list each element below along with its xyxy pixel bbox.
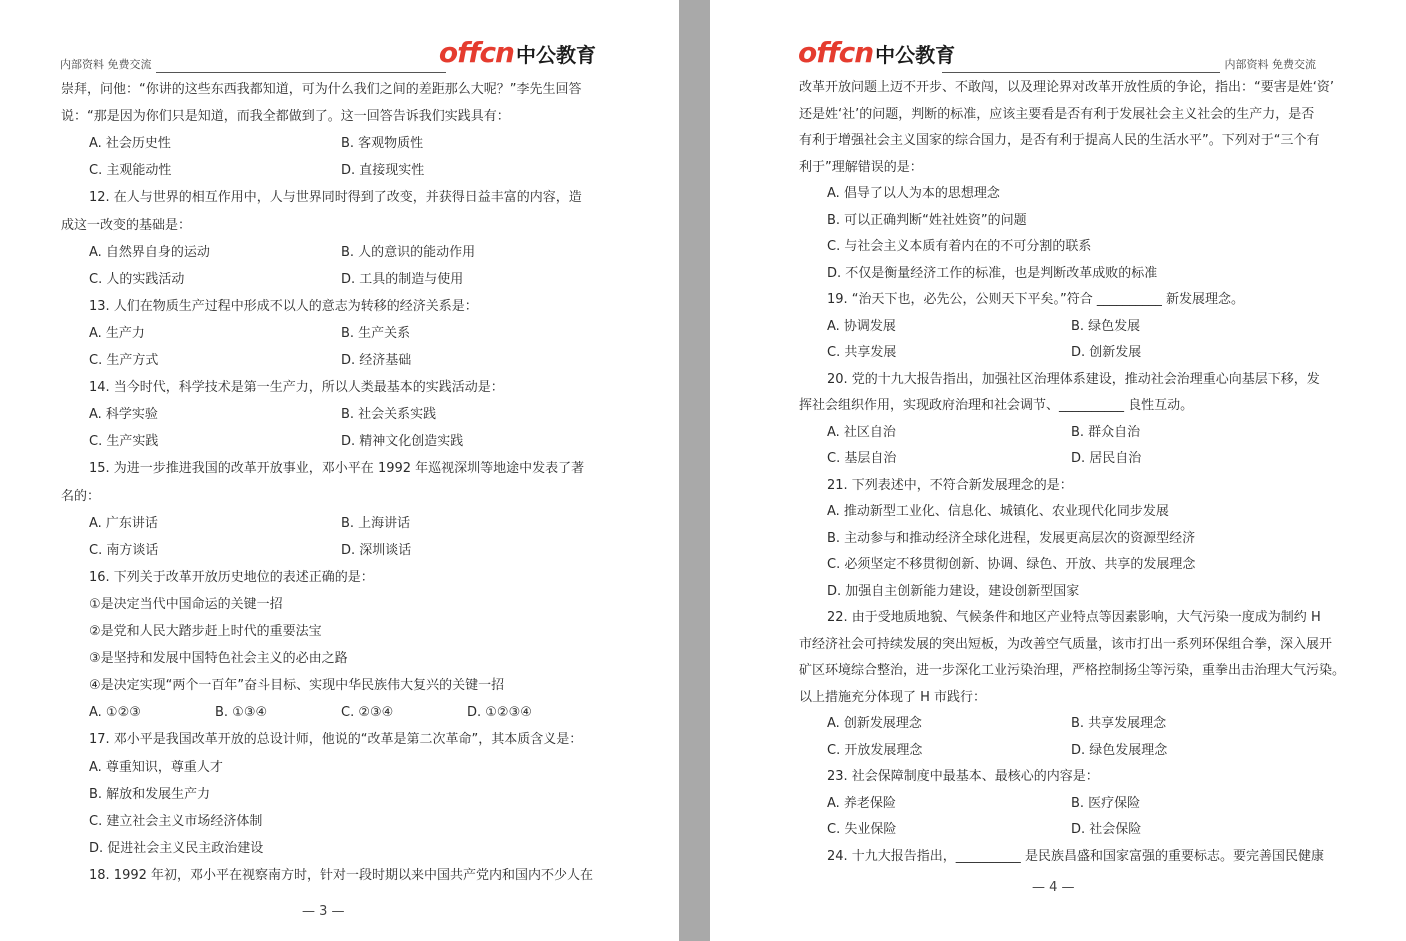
text-line: C. 与社会主义本质有着内在的不可分割的联系 [827, 239, 1092, 254]
text-line: 挥社会组织作用，实现政府治理和社会调节、__________ 良性互动。 [799, 398, 1194, 413]
text-line: A. 推动新型工业化、信息化、城镇化、农业现代化同步发展 [827, 504, 1169, 519]
text-line: 矿区环境综合整治，进一步深化工业污染治理，严格控制扬尘等污染，重拳出击治理大气污染。 [799, 663, 1346, 678]
answer-option: D. 工具的制造与使用 [341, 271, 464, 287]
logo-latin: offcn [438, 36, 514, 69]
option-row [61, 347, 597, 374]
text-line: B. 主动参与和推动经济全球化进程，发展更高层次的资源型经济 [827, 530, 1196, 546]
text-line: 以上措施充分体现了 H 市践行： [799, 689, 987, 705]
option-row [799, 313, 1319, 340]
answer-option: D. ①②③④ [467, 705, 532, 721]
text-line: 20. 党的十九大报告指出，加强社区治理体系建设，推动社会治理重心向基层下移，发 [827, 371, 1320, 387]
text-line: 利于”理解错误的是： [799, 159, 923, 175]
answer-option: A. 广东讲话 [89, 515, 158, 531]
logo-cn: 中公教育 [875, 43, 956, 67]
answer-option: B. 群众自治 [1071, 424, 1141, 440]
option-row [61, 401, 597, 428]
page-header [798, 34, 1316, 76]
option-row [61, 239, 597, 266]
answer-option: A. ①②③ [89, 705, 141, 721]
answer-option: D. 创新发展 [1071, 345, 1142, 360]
text-line: D. 加强自主创新能力建设，建设创新型国家 [827, 583, 1080, 599]
text-line: C. 必须坚定不移贯彻创新、协调、绿色、开放、共享的发展理念 [827, 557, 1196, 572]
answer-option: A. 创新发展理念 [827, 716, 922, 731]
answer-option: B. 社会关系实践 [341, 407, 437, 423]
text-line: D. 促进社会主义民主政治建设 [89, 840, 264, 856]
option-row [61, 699, 597, 726]
answer-option: A. 协调发展 [827, 318, 896, 334]
text-line: 成这一改变的基础是： [61, 217, 192, 233]
option-row [799, 445, 1319, 472]
answer-option: C. 生产方式 [89, 353, 159, 368]
answer-option: B. 共享发展理念 [1071, 716, 1167, 731]
answer-option: D. 居民自治 [1071, 451, 1142, 466]
answer-option: D. 经济基础 [341, 353, 412, 368]
answer-option: C. 生产实践 [89, 434, 159, 450]
answer-option: C. 基层自治 [827, 451, 897, 466]
option-row [61, 510, 597, 537]
header-note: 内部资料 免费交流 [1224, 58, 1316, 71]
answer-option: C. 主观能动性 [89, 163, 172, 179]
answer-option: A. 社会历史性 [89, 136, 171, 152]
answer-option: D. 深圳谈话 [341, 542, 412, 558]
option-row [61, 157, 597, 184]
option-row [61, 266, 597, 293]
option-row [61, 428, 597, 455]
answer-option: C. ②③④ [341, 705, 394, 721]
answer-option: A. 养老保险 [827, 795, 896, 811]
answer-option: C. 人的实践活动 [89, 271, 185, 287]
text-line: 21. 下列表述中，不符合新发展理念的是： [827, 477, 1073, 493]
option-row [799, 790, 1319, 817]
answer-option: D. 社会保险 [1071, 822, 1142, 837]
document-page-left [0, 0, 679, 941]
answer-option: B. 上海讲话 [341, 515, 411, 531]
answer-option: A. 社区自治 [827, 424, 896, 440]
page-number: — 4 — [1032, 880, 1075, 895]
text-line: 18. 1992 年初，邓小平在视察南方时，针对一段时期以来中国共产党内和国内不少人在 [89, 867, 594, 883]
answer-option: B. 人的意识的能动作用 [341, 244, 476, 260]
text-line: 13. 人们在物质生产过程中形成不以人的意志为转移的经济关系是： [89, 298, 478, 314]
text-line: 17. 邓小平是我国改革开放的总设计师，他说的“改革是第二次革命”，其本质含义是： [89, 732, 583, 748]
option-row [61, 130, 597, 157]
logo-cn: 中公教育 [516, 43, 596, 67]
text-line: 15. 为进一步推进我国的改革开放事业，邓小平在 1992 年巡视深圳等地途中发表了著 [89, 461, 585, 477]
answer-option: D. 直接现实性 [341, 163, 425, 179]
option-row [799, 816, 1319, 843]
answer-option: B. ①③④ [215, 705, 268, 721]
text-line: 24. 十九大报告指出，__________ 是民族昌盛和国家富强的重要标志。要完善国民健康 [827, 848, 1324, 864]
logo-latin: offcn [798, 36, 874, 69]
text-line: C. 建立社会主义市场经济体制 [89, 813, 263, 829]
text-line: 23. 社会保障制度中最基本、最核心的内容是： [827, 769, 1099, 784]
page-number: — 3 — [302, 904, 345, 919]
header-rule [156, 72, 446, 73]
text-line: 有利于增强社会主义国家的综合国力，是否有利于提高人民的生活水平”。下列对于“三个有 [799, 133, 1320, 148]
answer-option: B. 生产关系 [341, 325, 411, 341]
text-line: 22. 由于受地质地貌、气候条件和地区产业特点等因素影响，大气污染一度成为制约 H [827, 610, 1321, 625]
answer-option: D. 绿色发展理念 [1071, 742, 1168, 758]
answer-option: B. 客观物质性 [341, 136, 424, 152]
answer-option: C. 开放发展理念 [827, 742, 923, 758]
text-line: 16. 下列关于改革开放历史地位的表述正确的是： [89, 569, 374, 585]
header-note: 内部资料 免费交流 [60, 58, 152, 71]
text-line: ①是决定当代中国命运的关键一招 [89, 596, 283, 612]
text-line: A. 尊重知识，尊重人才 [89, 759, 223, 775]
text-line: B. 可以正确判断“姓社姓资”的问题 [827, 212, 1027, 228]
answer-option: A. 科学实验 [89, 407, 158, 423]
option-row [61, 320, 597, 347]
text-line: A. 倡导了以人为本的思想理念 [827, 186, 1000, 201]
offcn-logo [439, 36, 596, 69]
text-line: 还是姓‘社’的问题，判断的标准，应该主要看是否有利于发展社会主义社会的生产力，是否 [799, 106, 1315, 122]
answer-option: C. 失业保险 [827, 822, 897, 837]
text-line: B. 解放和发展生产力 [89, 786, 211, 802]
document-page-right [710, 0, 1406, 941]
text-line: 改革开放问题上迈不开步、不敢闯，以及理论界对改革开放性质的争论，指出：“要害是姓‘资’ [799, 80, 1335, 95]
text-line: 说：“那是因为你们只是知道，而我全都做到了。这一回答告诉我们实践具有： [61, 109, 510, 125]
text-line: 12. 在人与世界的相互作用中，人与世界同时得到了改变，并获得日益丰富的内容，造 [89, 190, 582, 206]
offcn-logo [798, 36, 955, 69]
answer-option: B. 绿色发展 [1071, 318, 1141, 334]
text-line: 崇拜，问他：“你讲的这些东西我都知道，可为什么我们之间的差距那么大呢？”李先生回答 [61, 82, 582, 97]
text-line: ②是党和人民大踏步赶上时代的重要法宝 [89, 624, 322, 639]
text-line: D. 不仅是衡量经济工作的标准，也是判断改革成败的标准 [827, 265, 1158, 281]
option-row [799, 419, 1319, 446]
page-header [60, 34, 596, 76]
answer-option: C. 南方谈话 [89, 542, 159, 558]
text-line: ③是坚持和发展中国特色社会主义的必由之路 [89, 651, 348, 667]
answer-option: D. 精神文化创造实践 [341, 434, 464, 450]
option-row [799, 339, 1319, 366]
option-row [799, 710, 1319, 737]
option-row [799, 737, 1319, 764]
answer-option: A. 自然界自身的运动 [89, 244, 210, 260]
text-line: 市经济社会可持续发展的突出短板，为改善空气质量，该市打出一系列环保组合拳，深入展开 [799, 636, 1333, 652]
answer-option: A. 生产力 [89, 325, 145, 341]
header-rule [942, 72, 1220, 73]
text-line: ④是决定实现“两个一百年”奋斗目标、实现中华民族伟大复兴的关键一招 [89, 678, 505, 694]
text-line: 14. 当今时代，科学技术是第一生产力，所以人类最基本的实践活动是： [89, 380, 504, 396]
text-line: 19. “治天下也，必先公，公则天下平矣。”符合 __________ 新发展理念。 [827, 292, 1245, 307]
answer-option: C. 共享发展 [827, 345, 897, 360]
answer-option: B. 医疗保险 [1071, 795, 1141, 811]
option-row [61, 537, 597, 564]
text-line: 名的： [61, 488, 101, 504]
